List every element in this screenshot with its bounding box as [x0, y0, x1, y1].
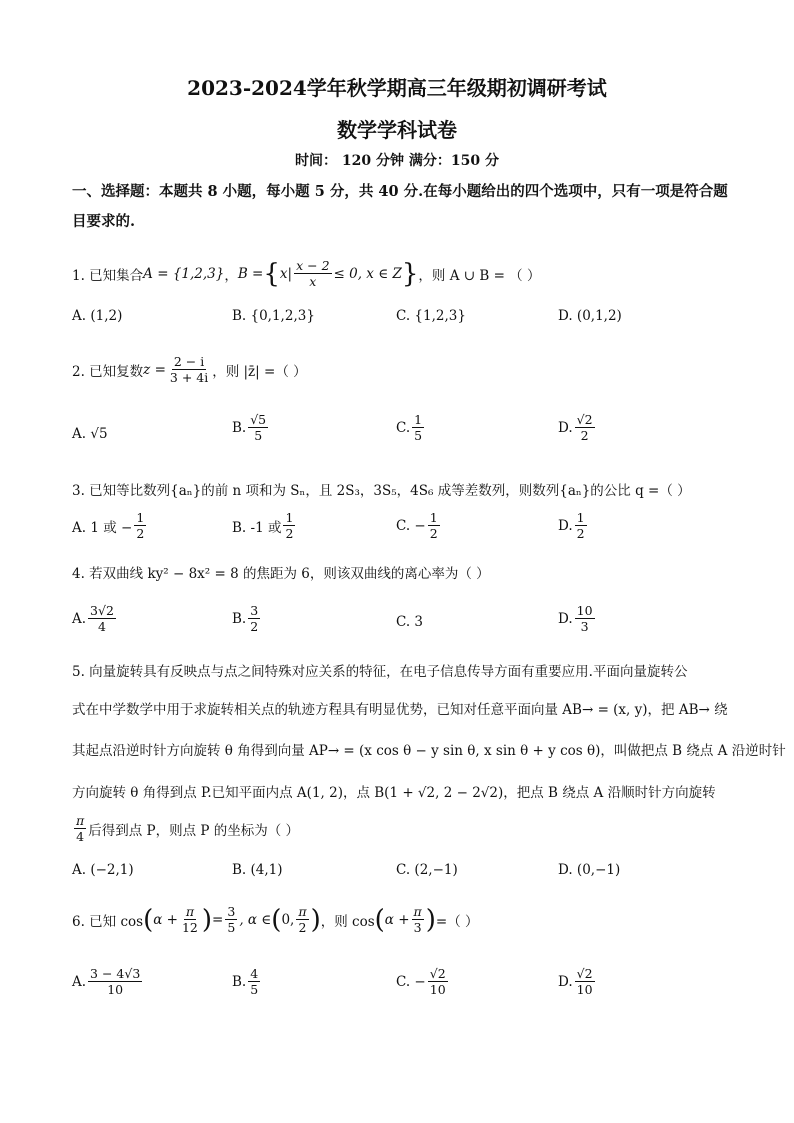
q4-d-pre: D. [558, 610, 573, 627]
q5-option-b: B. (4,1) [232, 862, 283, 878]
q2-option-a-label: A. [72, 426, 87, 442]
q3-option-d [558, 510, 589, 541]
q6-b-den: 5 [250, 982, 259, 997]
q3-option-b [232, 510, 297, 541]
q3-a-frac [134, 510, 146, 541]
q5-option-c: C. (2,−1) [396, 862, 458, 878]
q6-a-pre: A. [72, 973, 87, 990]
left-brace: { [263, 258, 280, 289]
q6-b-pre: B. [232, 973, 247, 990]
q6-then: ，则 cos [320, 913, 375, 930]
q2-option-b-label: B. [232, 419, 247, 436]
q6-c-den: 10 [429, 982, 446, 997]
q6-option-c [396, 966, 450, 997]
q6-b-frac [248, 966, 260, 997]
q1-option-c: C. {1,2,3} [396, 308, 466, 324]
q6-f3-num: π [298, 904, 307, 919]
q3-option-c [396, 510, 442, 541]
q5-option-d: D. (0,−1) [558, 862, 621, 878]
q4-d-den: 3 [580, 619, 589, 634]
q4-b-num: 3 [250, 603, 259, 618]
q2-frac-den: 3 + 4i [169, 370, 209, 385]
q4-b-frac [248, 603, 260, 634]
q2-option-b-frac [248, 412, 268, 443]
q2-option-c [396, 412, 426, 443]
q6-f4-num: π [413, 904, 422, 919]
q6-option-a [72, 966, 144, 997]
q5-option-a: A. (−2,1) [72, 862, 134, 878]
q3-b-pre: B. -1 或 [232, 519, 282, 536]
q3-b-num: 1 [285, 510, 294, 525]
q3-d-pre: D. [558, 517, 573, 534]
right-paren: ) [425, 904, 436, 935]
q4-option-d [558, 603, 597, 634]
q2-option-c-frac [412, 412, 424, 443]
q2-prefix: 2. 已知复数 [72, 363, 144, 380]
right-paren: ) [310, 904, 321, 935]
q3-c-num: 1 [429, 510, 438, 525]
q4-option-c: C. 3 [396, 614, 424, 630]
question-1 [72, 258, 540, 289]
question-5-line-4: 方向旋转 θ 角得到点 P.已知平面内点 A(1, 2)，点 B(1 + √2, 2 − 2√2)，把点 B 绕点 A 沿顺时针方向旋转 [72, 785, 716, 801]
q4-option-b [232, 603, 262, 634]
q2-b-den: 5 [254, 428, 263, 443]
q6-suffix: =（ ） [435, 913, 479, 930]
q3-c-frac [428, 510, 440, 541]
q6-f2-num: 3 [227, 904, 236, 919]
q1-suffix: ，则 A ∪ B = （ ） [418, 267, 541, 284]
q4-a-frac [88, 603, 116, 634]
exam-title: 2023-2024学年秋学期高三年级期初调研考试 [187, 76, 607, 100]
q4-a-num: 3√2 [90, 603, 114, 618]
q2-fraction [168, 354, 210, 385]
q6-f4-den: 3 [413, 920, 422, 935]
q6-frac-2 [225, 904, 237, 935]
left-paren: ( [143, 904, 154, 935]
q4-d-frac [575, 603, 595, 634]
q2-option-d-label: D. [558, 419, 573, 436]
q4-d-num: 10 [576, 603, 593, 618]
q3-b-frac [283, 510, 295, 541]
q3-d-frac [575, 510, 587, 541]
q2-option-a [72, 426, 108, 442]
q1-option-a: A. (1,2) [72, 308, 123, 324]
q2-frac-num: 2 − i [173, 354, 205, 369]
q1-frac-den: x [309, 274, 317, 289]
q1-prefix: 1. 已知集合 [72, 267, 144, 284]
question-3: 3. 已知等比数列{aₙ}的前 n 项和为 Sₙ，且 2S₃，3S₅，4S₆ 成等差数列，则数列{aₙ}的公比 q =（ ） [72, 483, 691, 499]
q6-f2-den: 5 [227, 920, 236, 935]
exam-subtitle: 数学学科试卷 [337, 118, 457, 142]
q4-option-a [72, 603, 118, 634]
right-brace: } [401, 258, 419, 289]
q4-b-pre: B. [232, 610, 247, 627]
q1-option-d: D. (0,1,2) [558, 308, 622, 324]
q6-c-num: √2 [429, 966, 446, 981]
q1-frac-num: x − 2 [296, 258, 330, 273]
question-5-line-5 [72, 813, 299, 844]
q3-c-pre: C. − [396, 517, 426, 534]
q3-a-den: 2 [136, 526, 145, 541]
q6-option-d [558, 966, 597, 997]
q5-frac-den: 4 [76, 829, 85, 844]
q6-alpha-2: α + [384, 911, 410, 928]
question-5-line-2: 式在中学数学中用于求旋转相关点的轨迹方程具有明显优势，已知对任意平面向量 AB→ = (x, y)，把 AB→ 绕 [72, 702, 728, 718]
q6-frac-1 [180, 904, 200, 935]
q6-d-den: 10 [576, 982, 593, 997]
q1-option-b: B. {0,1,2,3} [232, 308, 315, 324]
q6-c-frac [428, 966, 448, 997]
q6-interval-lo: 0, [281, 911, 295, 928]
q5-line5-text: 后得到点 P，则点 P 的坐标为（ ） [88, 822, 300, 839]
q6-c-pre: C. − [396, 973, 426, 990]
q2-option-a-value: √5 [90, 426, 108, 442]
q3-b-den: 2 [285, 526, 294, 541]
q6-a-frac [88, 966, 142, 997]
exam-meta: 时间： 120 分钟 满分：150 分 [295, 153, 499, 169]
question-2 [72, 354, 307, 385]
q6-eq: = [212, 911, 224, 928]
left-paren: ( [374, 904, 385, 935]
q2-option-b [232, 412, 270, 443]
q6-alpha-1: α + [153, 911, 178, 928]
q4-b-den: 2 [250, 619, 259, 634]
q2-z: z = [143, 361, 166, 378]
q6-f1-num: π [185, 904, 195, 919]
q6-frac-4 [412, 904, 424, 935]
q3-option-a [72, 510, 148, 541]
q2-b-num: √5 [250, 412, 267, 427]
q2-option-c-label: C. [396, 419, 411, 436]
q3-a-pre: A. 1 或 − [72, 519, 133, 536]
q6-d-num: √2 [576, 966, 593, 981]
q2-suffix: ，则 |z̄| =（ ） [212, 363, 307, 380]
question-5-line-3: 其起点沿逆时针方向旋转 θ 角得到向量 AP→ = (x cos θ − y sin θ, x sin θ + y cos θ)，叫做把点 B 绕点 A 沿逆时针 [72, 743, 786, 759]
q6-b-num: 4 [250, 966, 259, 981]
q1-set-b-rest: ≤ 0, x ∈ Z [333, 265, 402, 282]
q3-a-num: 1 [136, 510, 145, 525]
q1-mid: ， [224, 267, 238, 284]
q3-c-den: 2 [429, 526, 438, 541]
q3-d-den: 2 [576, 526, 585, 541]
q6-a-den: 10 [107, 982, 124, 997]
q2-c-den: 5 [414, 428, 423, 443]
q6-d-pre: D. [558, 973, 573, 990]
q5-frac-num: π [76, 813, 85, 828]
q4-a-den: 4 [98, 619, 106, 634]
question-6 [72, 904, 479, 935]
q2-d-num: √2 [576, 412, 593, 427]
q6-f1-den: 12 [181, 920, 198, 935]
q6-cond: , α ∈ [239, 911, 272, 928]
q2-option-d [558, 412, 597, 443]
q6-option-b [232, 966, 262, 997]
q6-frac-3 [296, 904, 308, 935]
q6-prefix: 6. 已知 cos [72, 913, 144, 930]
left-paren: ( [271, 904, 282, 935]
q2-option-d-frac [575, 412, 595, 443]
q1-set-b-x: x| [279, 265, 293, 282]
q4-a-pre: A. [72, 610, 87, 627]
q5-pi-over-4 [74, 813, 86, 844]
q2-d-den: 2 [580, 428, 589, 443]
q1-set-a: A = {1,2,3} [143, 265, 225, 282]
q1-set-b-lhs: B = [237, 265, 264, 282]
q6-a-num: 3 − 4√3 [90, 966, 141, 981]
question-4: 4. 若双曲线 ky² − 8x² = 8 的焦距为 6，则该双曲线的离心率为（ ） [72, 566, 490, 582]
q2-c-num: 1 [414, 412, 423, 427]
right-paren: ) [201, 904, 213, 935]
q1-fraction [294, 258, 331, 289]
section-intro: 一、选择题：本题共 8 小题，每小题 5 分，共 40 分.在每小题给出的四个选项中，只有一项是符合题目要求的. [72, 183, 728, 230]
q6-d-frac [575, 966, 595, 997]
q3-d-num: 1 [576, 510, 585, 525]
question-5-line-1: 5. 向量旋转具有反映点与点之间特殊对应关系的特征，在电子信息传导方面有重要应用.平面向量旋转公 [72, 664, 688, 680]
q6-f3-den: 2 [298, 920, 307, 935]
